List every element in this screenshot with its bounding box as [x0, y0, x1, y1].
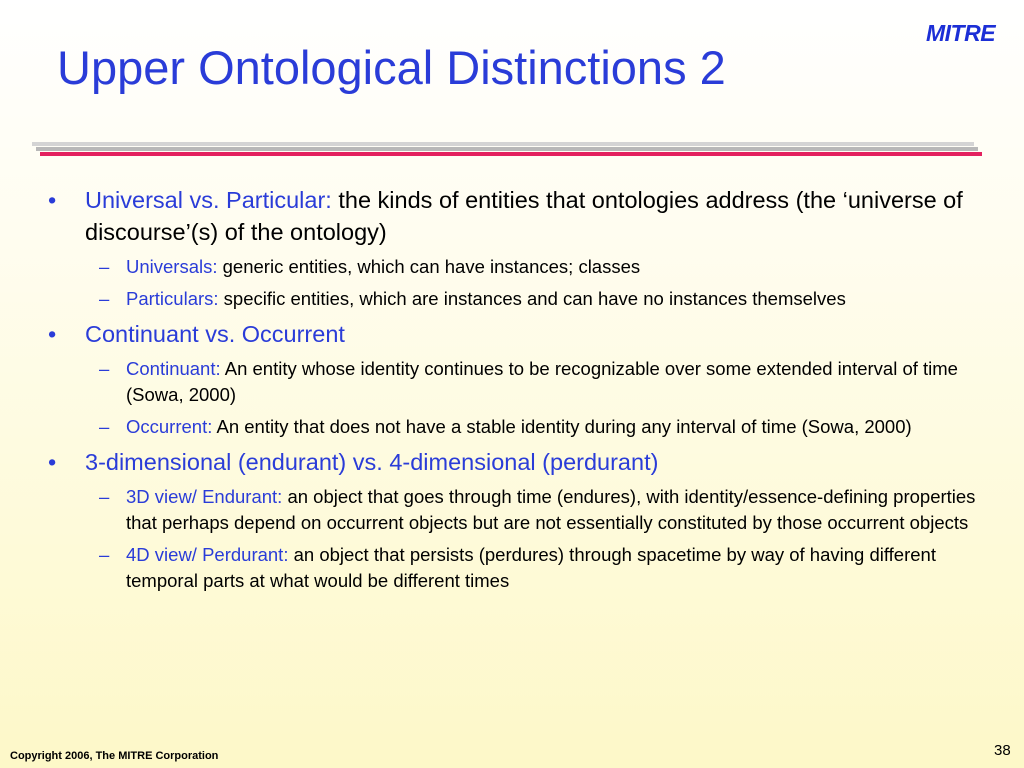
bullet-text: the kinds of entities that ontologies address (the ‘universe of discourse’(s) of the ontology) — [85, 187, 963, 245]
sub-bullet-text: An entity whose identity continues to be recognizable over some extended interval of time (Sowa, 2000) — [126, 358, 958, 405]
sub-bullet-endurant — [85, 484, 978, 536]
sub-bullet-continuant — [85, 356, 978, 408]
sub-bullet-list — [85, 484, 978, 594]
title-rule-gray-top — [32, 142, 974, 146]
bullet-icon: • — [48, 449, 57, 475]
sub-bullet-term: 4D view/ Perdurant: — [126, 544, 289, 565]
dash-icon: – — [99, 486, 110, 507]
bullet-term: Universal vs. Particular: — [85, 187, 332, 213]
mitre-logo: MITRE — [926, 20, 996, 46]
slide-title: Upper Ontological Distinctions 2 — [57, 41, 726, 94]
sub-bullet-term: Continuant: — [126, 358, 221, 379]
sub-bullet-list — [85, 356, 978, 440]
sub-bullet-text: an object that persists (perdures) through spacetime by way of having different temporal parts at what would be different times — [126, 544, 936, 591]
sub-bullet-text: specific entities, which are instances and can have no instances themselves — [218, 288, 846, 309]
sub-bullet-universals — [85, 254, 978, 280]
sub-bullet-particulars — [85, 286, 978, 312]
title-rule-accent — [40, 152, 982, 156]
sub-bullet-list — [85, 254, 978, 312]
bullet-universal-particular — [48, 184, 978, 312]
title-rule-gray-bottom — [36, 147, 978, 151]
sub-bullet-term: Occurrent: — [126, 416, 213, 437]
dash-icon: – — [99, 288, 110, 309]
page-number: 38 — [994, 742, 1011, 759]
sub-bullet-perdurant — [85, 542, 978, 594]
sub-bullet-text: an object that goes through time (endures), with identity/essence-defining properties that perhaps depend on occurrent objects but are not essentially constituted by those occurrent objects — [126, 486, 976, 533]
bullet-continuant-occurrent — [48, 318, 978, 440]
copyright-footer: Copyright 2006, The MITRE Corporation — [10, 750, 219, 762]
bullet-icon: • — [48, 321, 57, 347]
dash-icon: – — [99, 256, 110, 277]
sub-bullet-occurrent — [85, 414, 978, 440]
sub-bullet-term: 3D view/ Endurant: — [126, 486, 283, 507]
dash-icon: – — [99, 416, 110, 437]
sub-bullet-term: Universals: — [126, 256, 218, 277]
sub-bullet-text: generic entities, which can have instances; classes — [217, 256, 641, 277]
bullet-list — [48, 184, 978, 600]
sub-bullet-term: Particulars: — [126, 288, 219, 309]
sub-bullet-text: An entity that does not have a stable identity during any interval of time (Sowa, 2000) — [212, 416, 912, 437]
bullet-3d-vs-4d — [48, 446, 978, 594]
dash-icon: – — [99, 358, 110, 379]
bullet-term: Continuant vs. Occurrent — [85, 321, 345, 347]
bullet-term: 3-dimensional (endurant) vs. 4-dimensional (perdurant) — [85, 449, 659, 475]
dash-icon: – — [99, 544, 110, 565]
bullet-icon: • — [48, 187, 57, 213]
